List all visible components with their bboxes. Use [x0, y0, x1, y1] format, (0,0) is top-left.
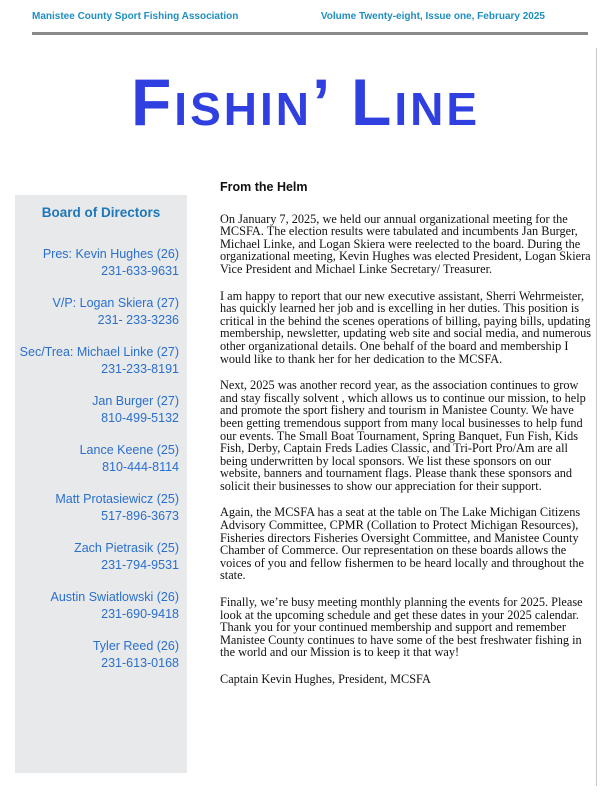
- board-member: [9, 540, 179, 574]
- member-phone: 231-233-8191: [101, 362, 179, 376]
- newsletter-title: Fishin’ Line: [130, 65, 481, 139]
- member-name: Austin Swiatlowski (26): [50, 590, 179, 604]
- member-name: Zach Pietrasik (25): [74, 541, 179, 555]
- member-name: Tyler Reed (26): [92, 639, 179, 653]
- article-paragraph: Again, the MCSFA has a seat at the table on The Lake Michigan Citizens Advisory Committee, CPMR (Collation to Protect Michigan Resources), Fisheries directors Fisheries Oversight Committee, and Manistee County Chamber of Commerce. Our representation on these boards allows the voices of you and fellow fishermen to be heard locally and throughout the state.: [220, 505, 585, 583]
- from-the-helm-article: [220, 181, 592, 686]
- board-member: [9, 638, 179, 672]
- member-phone: 810-499-5132: [101, 411, 179, 425]
- member-phone: 517-896-3673: [101, 509, 179, 523]
- header-divider: [32, 32, 588, 35]
- member-name: Pres: Kevin Hughes (26): [42, 247, 179, 261]
- member-name: V/P: Logan Skiera (27): [52, 296, 179, 310]
- member-phone: 231-690-9418: [101, 607, 179, 621]
- board-member: [9, 295, 179, 329]
- board-member: [9, 393, 179, 427]
- article-paragraph: On January 7, 2025, we held our annual organizational meeting for the MCSFA. The election results were tabulated and incumbents Jan Burger, Michael Linke, and Logan Skiera were reelected to the board. During the organizational meeting, Kevin Hughes was elected President, Logan Skiera Vice President and Michael Linke Secretary/ Treasurer.: [220, 211, 591, 276]
- board-member-list: [9, 246, 179, 687]
- article-title: From the Helm: [220, 180, 308, 194]
- member-phone: 231-794-9531: [101, 558, 179, 572]
- article-paragraph: I am happy to report that our new executive assistant, Sherri Wehrmeister, has quickly learned her job and is excelling in her duties. This position is critical in the behind the scenes operations of billing, paying bills, updating membership, newsletter, updating web site and social media, and numerous other organizational details. One behalf of the board and membership I would like to thank her for her dedication to the MCSFA.: [220, 288, 592, 366]
- board-member: [9, 344, 179, 378]
- article-signature: Captain Kevin Hughes, President, MCSFA: [220, 672, 431, 686]
- member-phone: 231-633-9631: [101, 264, 179, 278]
- board-member: [9, 491, 179, 525]
- article-paragraph: Next, 2025 was another record year, as the association continues to grow and stay fiscally solvent , which allows us to continue our mission, to help and promote the sport fishery and tourism in Manistee County. We have been getting tremendous support from many local businesses to help fund our events. The Small Boat Tournament, Spring Banquet, Fun Fish, Kids Fish, Derby, Captain Freds Ladies Classic, and Tri-Port Pro/Am are all being underwritten by local sponsors. We list these sponsors on our website, banners and tournament flags. Please thank these sponsors and solicit their businesses to show our appreciation for their support.: [220, 378, 586, 493]
- issue-info: Volume Twenty-eight, Issue one, February 2025: [320, 11, 545, 22]
- board-member: [9, 589, 179, 623]
- member-phone: 231-613-0168: [101, 656, 179, 670]
- organization-name: Manistee County Sport Fishing Association: [32, 11, 239, 22]
- member-name: Jan Burger (27): [92, 394, 179, 408]
- member-name: Matt Protasiewicz (25): [55, 492, 179, 506]
- member-name: Lance Keene (25): [79, 443, 179, 457]
- board-member: [9, 442, 179, 476]
- page-right-border: [596, 48, 597, 786]
- board-sidebar: [15, 195, 187, 773]
- article-paragraph: Finally, we’re busy meeting monthly planning the events for 2025. Please look at the upcoming schedule and get these dates in your 2025 calendar. Thank you for your continued membership and support and remember Manistee County continues to have some of the best freshwater fishing in the world and our Mission is to keep it that way!: [220, 595, 583, 660]
- member-phone: 231- 233-3236: [97, 313, 179, 327]
- member-name: Sec/Trea: Michael Linke (27): [19, 345, 179, 359]
- board-member: [9, 246, 179, 280]
- sidebar-title: Board of Directors: [41, 205, 161, 220]
- member-phone: 810-444-8114: [102, 460, 179, 474]
- newsletter-header: [32, 9, 545, 25]
